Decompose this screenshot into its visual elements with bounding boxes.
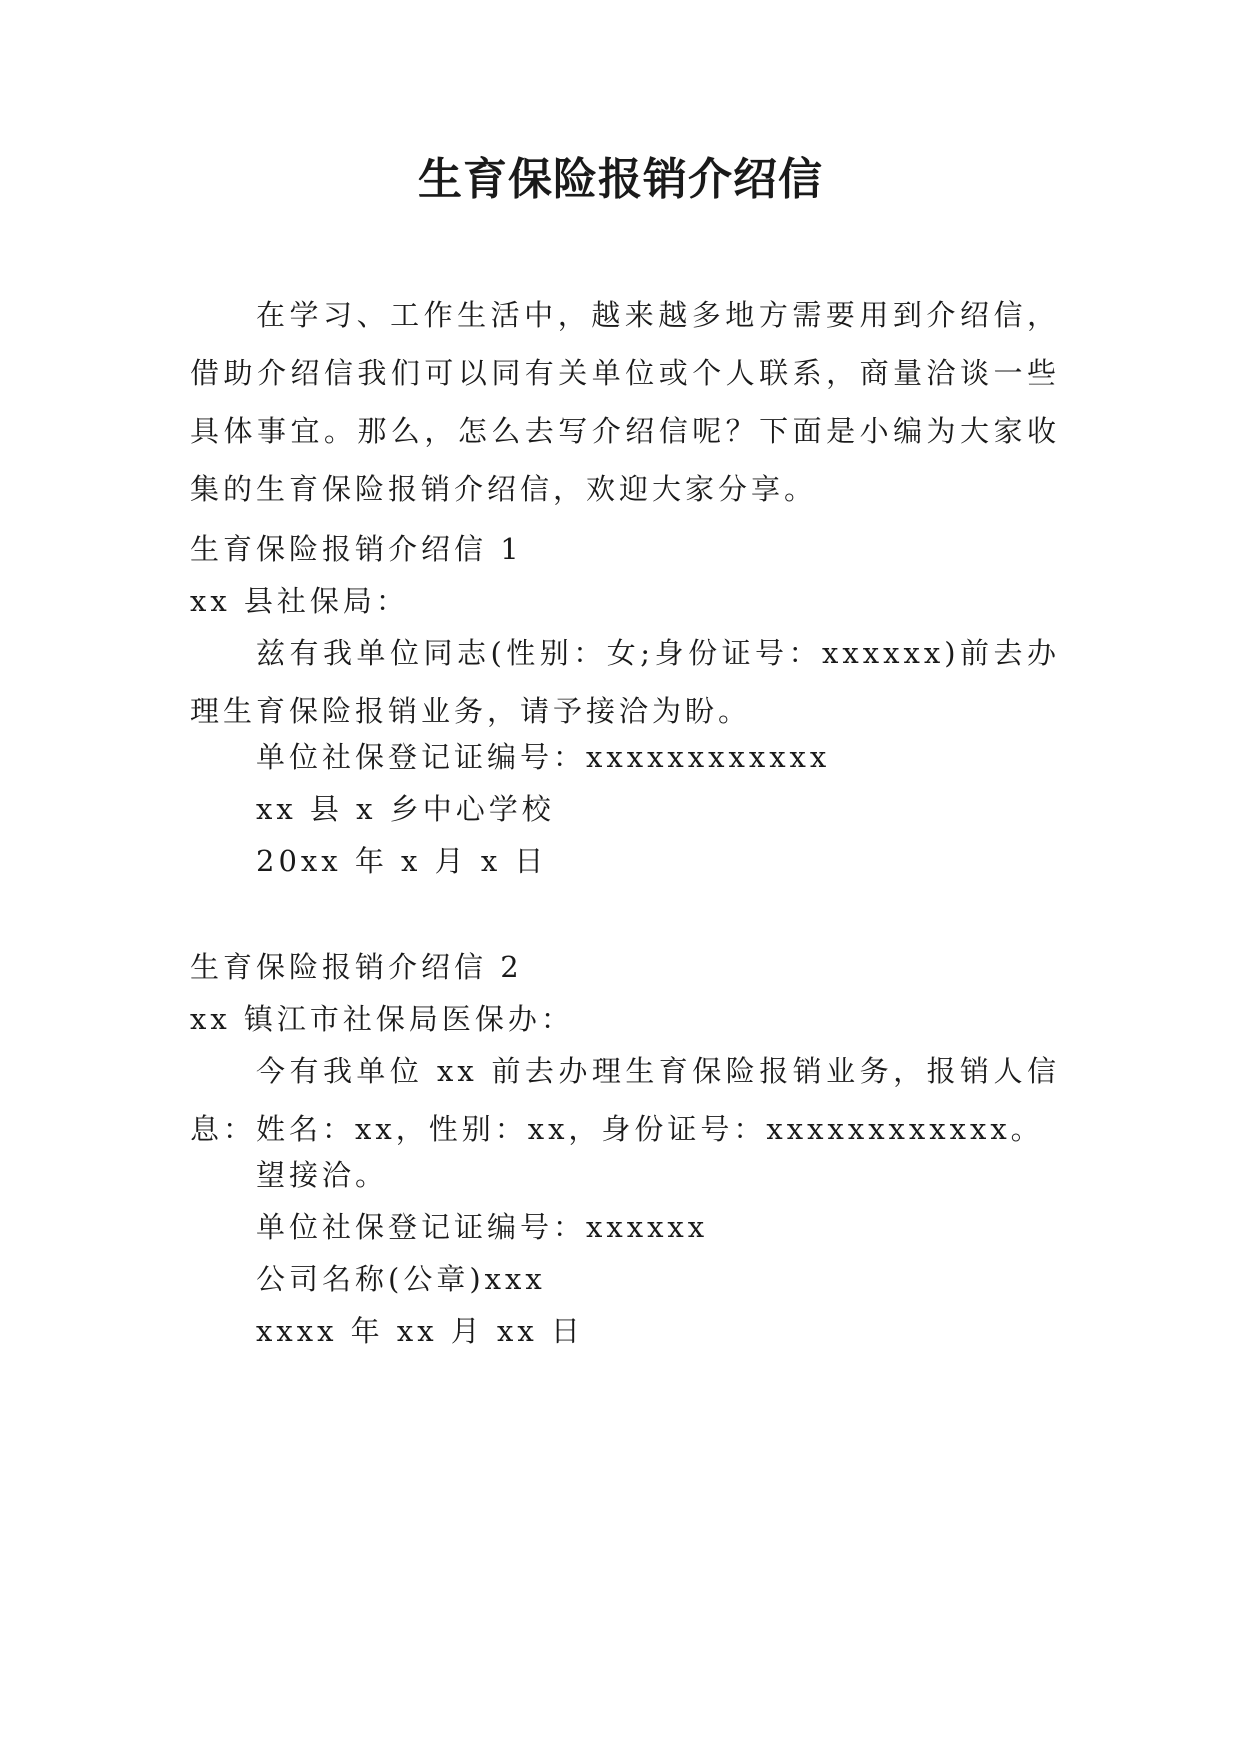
letter2-date: xxxx 年 xx 月 xx 日 (256, 1314, 584, 1348)
letter1-registration: 单位社保登记证编号：xxxxxxxxxxxx (256, 740, 831, 774)
letter2-body: 今有我单位 xx 前去办理生育保险报销业务，报销人信息：姓名：xx，性别：xx，身份证号：xxxxxxxxxxxx。 (190, 1054, 1060, 1146)
letter1-heading: 生育保险报销介绍信 1 (190, 532, 523, 566)
letter2-closing: 望接洽。 (256, 1158, 389, 1192)
letter2-recipient: xx 镇江市社保局医保办： (190, 1002, 574, 1036)
letter1-date: 20xx 年 x 月 x 日 (256, 844, 548, 878)
intro-paragraph: 在学习、工作生活中，越来越多地方需要用到介绍信，借助介绍信我们可以同有关单位或个人联系，商量洽谈一些具体事宜。那么，怎么去写介绍信呢？下面是小编为大家收集的生育保险报销介绍信，欢迎大家分享。 (190, 298, 1060, 506)
letter1-body: 兹有我单位同志(性别：女;身份证号：xxxxxx)前去办理生育保险报销业务，请予接洽为盼。 (190, 636, 1060, 728)
letter2-company: 公司名称(公章)xxx (256, 1262, 546, 1296)
letter2-registration: 单位社保登记证编号：xxxxxx (256, 1210, 709, 1244)
letter1-sender: xx 县 x 乡中心学校 (256, 792, 555, 826)
letter2-heading: 生育保险报销介绍信 2 (190, 950, 523, 984)
document-title: 生育保险报销介绍信 (418, 154, 823, 205)
letter1-recipient: xx 县社保局： (190, 584, 409, 618)
